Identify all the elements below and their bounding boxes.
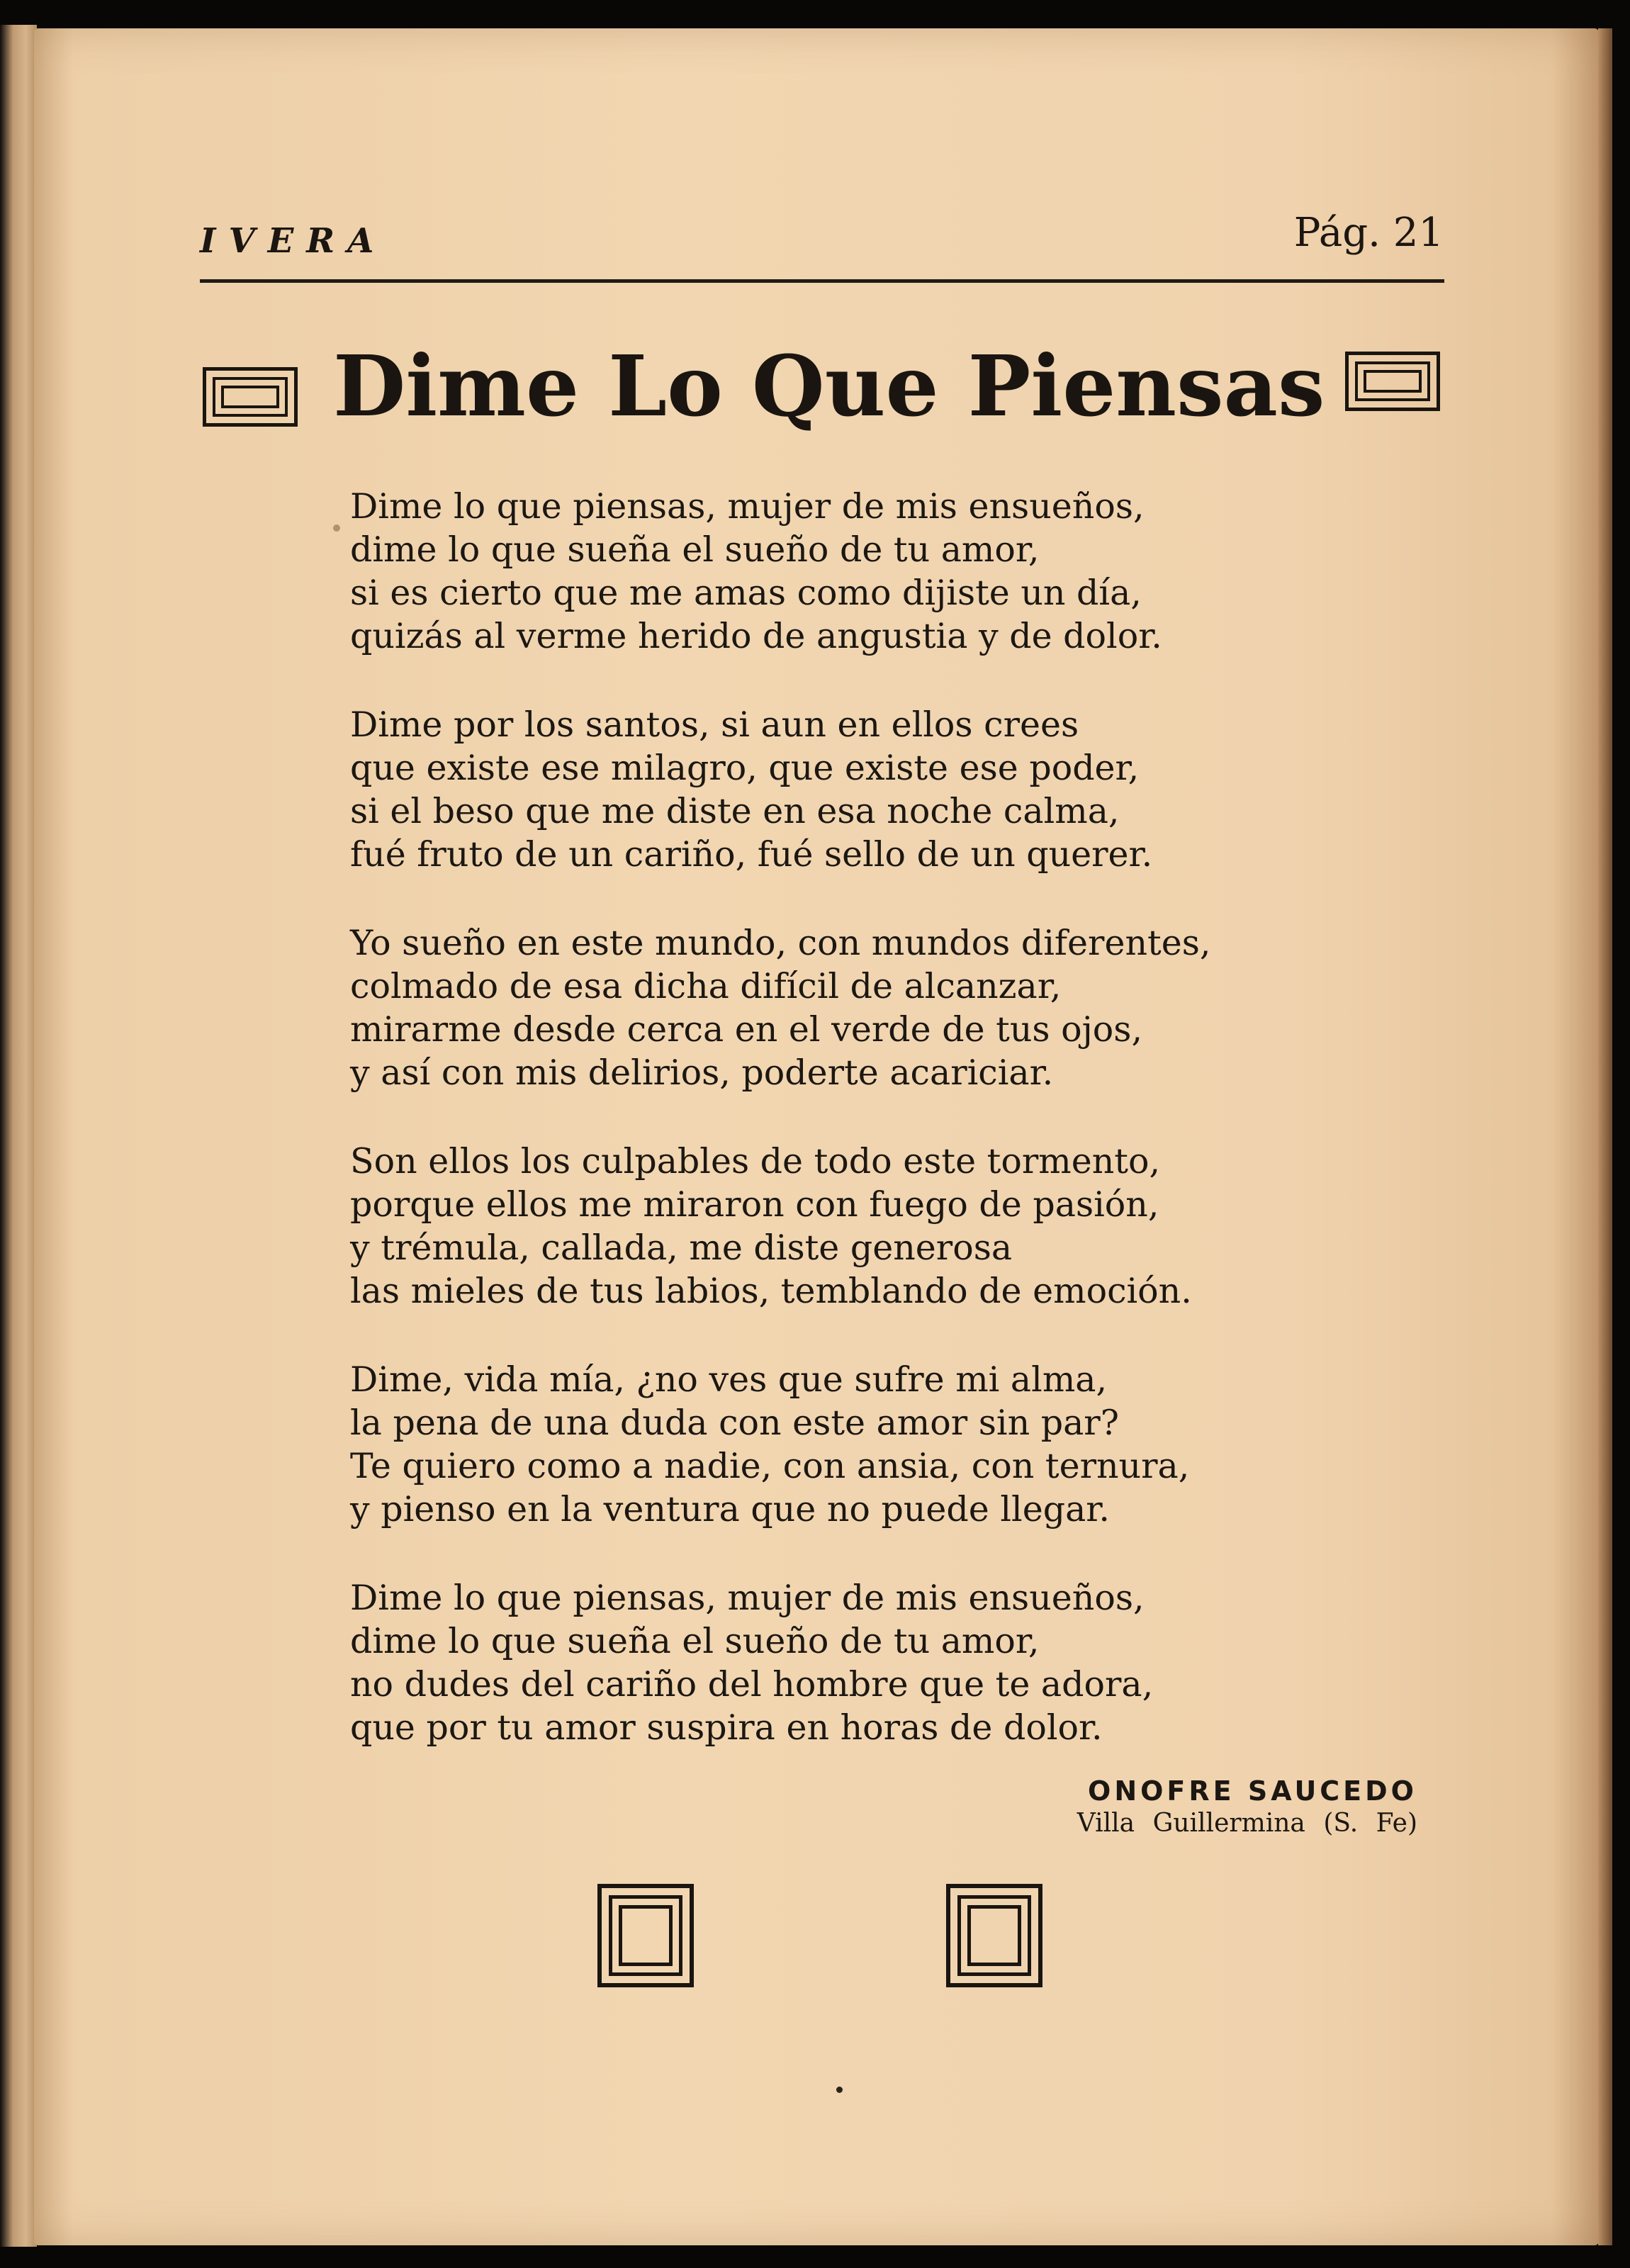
stanza <box>350 1140 1342 1313</box>
ink-speck <box>836 2087 843 2093</box>
verse-line: fué fruto de un cariño, fué sello de un querer. <box>350 834 1153 875</box>
verse-line: Dime lo que piensas, mujer de mis ensueños, <box>350 486 1145 527</box>
poem-body <box>350 485 1342 1795</box>
stanza <box>350 921 1342 1094</box>
verse-line: quizás al verme herido de angustia y de dolor. <box>350 616 1162 656</box>
verse-line: y así con mis delirios, poderte acariciar. <box>350 1052 1054 1093</box>
square-frame-ornament-icon <box>597 1884 694 1987</box>
poem-title: Dime Lo Que Piensas <box>333 337 1325 435</box>
journal-name: IVERA <box>200 221 387 261</box>
stanza <box>350 1576 1342 1749</box>
paper-spot <box>333 524 340 532</box>
facing-page-edge <box>0 25 37 2247</box>
page-number: Pág. 21 <box>1293 210 1444 256</box>
verse-line: si el beso que me diste en esa noche calma, <box>350 791 1120 831</box>
verse-line: mirarme desde cerca en el verde de tus ojos, <box>350 1009 1143 1050</box>
verse-line: no dudes del cariño del hombre que te adora, <box>350 1664 1154 1705</box>
verse-line: dime lo que sueña el sueño de tu amor, <box>350 529 1040 570</box>
double-frame-ornament-icon <box>1345 352 1440 411</box>
verse-line: Son ellos los culpables de todo este tormento, <box>350 1141 1161 1181</box>
stanza <box>350 703 1342 876</box>
stanza <box>350 1358 1342 1531</box>
verse-line: las mieles de tus labios, temblando de emoción. <box>350 1271 1192 1311</box>
page-edge-shadow <box>1598 28 1612 2245</box>
verse-line: dime lo que sueña el sueño de tu amor, <box>350 1621 1040 1661</box>
header-rule <box>200 279 1444 283</box>
author-name: ONOFRE SAUCEDO <box>1088 1775 1417 1807</box>
square-frame-ornament-icon <box>946 1884 1042 1987</box>
verse-line: y trémula, callada, me diste generosa <box>350 1228 1013 1268</box>
verse-line: colmado de esa dicha difícil de alcanzar, <box>350 966 1062 1006</box>
stanza <box>350 485 1342 658</box>
verse-line: Dime por los santos, si aun en ellos crees <box>350 704 1079 745</box>
verse-line: la pena de una duda con este amor sin par? <box>350 1403 1119 1443</box>
verse-line: que por tu amor suspira en horas de dolor. <box>350 1707 1103 1748</box>
verse-line: Yo sueño en este mundo, con mundos diferentes, <box>350 923 1211 963</box>
verse-line: y pienso en la ventura que no puede llegar. <box>350 1489 1110 1529</box>
verse-line: Dime lo que piensas, mujer de mis ensueños, <box>350 1578 1145 1618</box>
verse-line: que existe ese milagro, que existe ese poder, <box>350 748 1140 788</box>
double-frame-ornament-icon <box>203 367 298 427</box>
verse-line: Dime, vida mía, ¿no ves que sufre mi alma, <box>350 1359 1108 1400</box>
verse-line: porque ellos me miraron con fuego de pasión, <box>350 1184 1159 1225</box>
verse-line: si es cierto que me amas como dijiste un día, <box>350 573 1142 613</box>
author-location: Villa Guillermina (S. Fe) <box>1077 1809 1417 1838</box>
verse-line: Te quiero como a nadie, con ansia, con ternura, <box>350 1446 1190 1486</box>
